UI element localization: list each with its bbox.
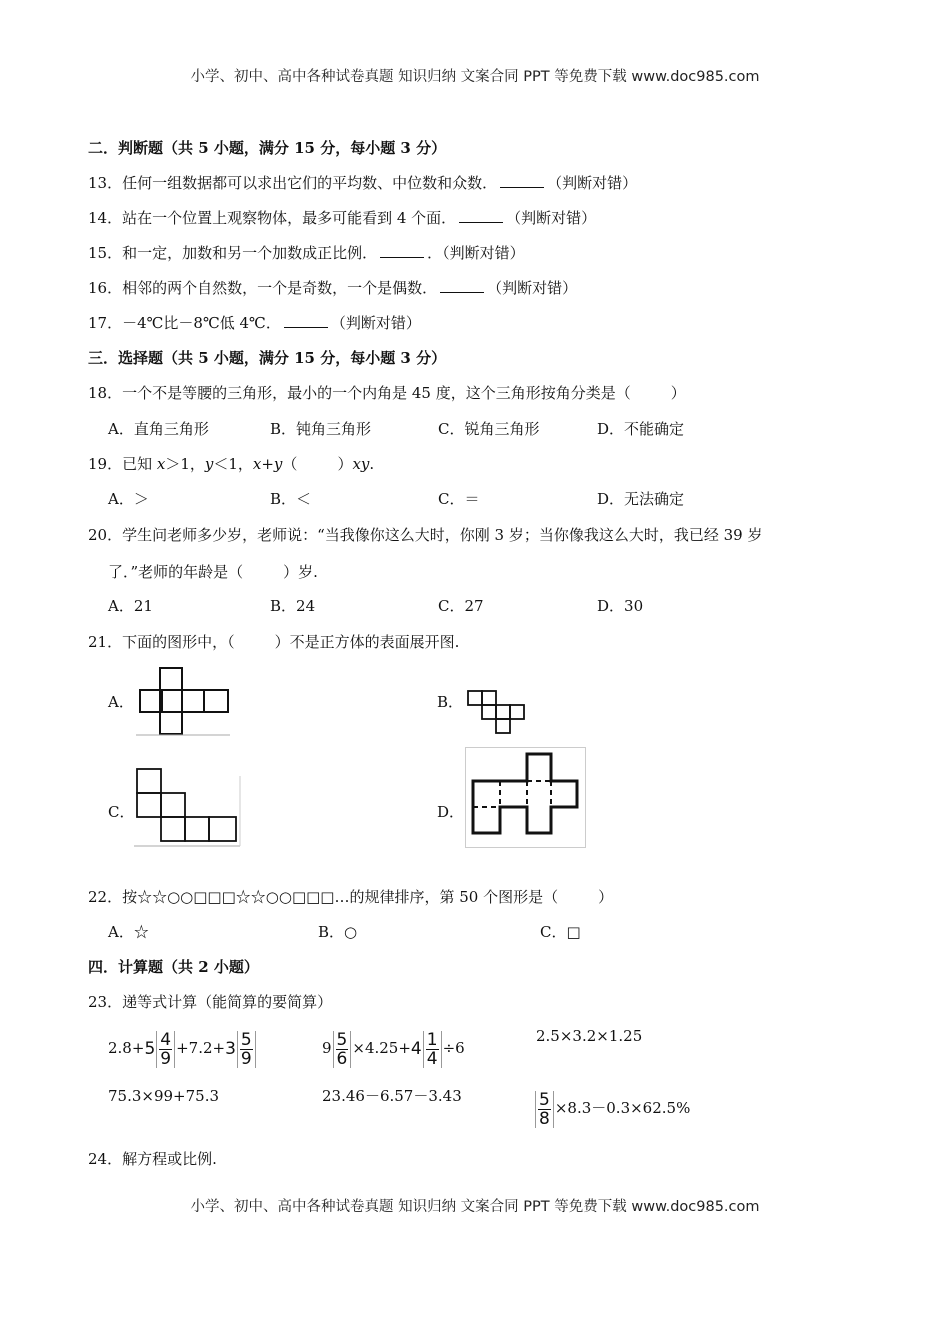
q18-option-c[interactable]: C．锐角三角形 — [438, 420, 540, 438]
q21-text-2: ）不是正方体的表面展开图. — [274, 633, 460, 651]
q18-option-a[interactable]: A．直角三角形 — [108, 420, 209, 438]
q23-e6-fraction — [535, 1091, 554, 1128]
question-24: 24．解方程或比例. — [88, 1150, 217, 1168]
q23-e2-fraction-1 — [333, 1031, 352, 1068]
q19-var-y: y — [204, 455, 214, 473]
q13-text: 13．任何一组数据都可以求出它们的平均数、中位数和众数． — [88, 174, 498, 192]
question-17 — [88, 312, 421, 334]
q19-sum: x+y — [252, 455, 283, 473]
q23-e1-den-2: 9 — [240, 1048, 252, 1069]
q23-e2-den-1: 6 — [336, 1048, 348, 1069]
q21-option-b[interactable]: B． — [437, 693, 464, 711]
question-13 — [88, 172, 637, 194]
q23-e2-part-1: ×4.25+ — [352, 1039, 411, 1057]
q19-close: ） — [337, 455, 353, 473]
page-footer: 小学、初中、高中各种试卷真题 知识归纳 文案合同 PPT 等免费下载 www.doc985.com — [190, 1199, 760, 1215]
q23-e2-den-2: 4 — [426, 1048, 438, 1069]
q19-product: xy — [352, 455, 370, 473]
q19-cond-2: ＜1， — [213, 455, 253, 473]
q23-expr-5: 23.46－6.57－3.43 — [322, 1087, 462, 1105]
q20-line-2b: ）岁. — [283, 563, 318, 581]
q18-option-d[interactable]: D．不能确定 — [597, 420, 685, 438]
q23-e2-num-2: 1 — [426, 1029, 438, 1050]
q23-e1-den-1: 9 — [160, 1048, 172, 1069]
section-4-title: 四．计算题（共 2 小题） — [88, 958, 259, 976]
page-header: 小学、初中、高中各种试卷真题 知识归纳 文案合同 PPT 等免费下载 www.doc985.com — [190, 69, 760, 85]
q13-blank[interactable] — [500, 173, 544, 188]
q15-blank[interactable] — [380, 243, 424, 258]
q17-text: 17．－4℃比－8℃低 4℃． — [88, 314, 281, 332]
q13-tail: （判断对错） — [547, 174, 638, 192]
section-2-title: 二．判断题（共 5 小题，满分 15 分，每小题 3 分） — [88, 139, 447, 157]
q23-expr-2 — [322, 1028, 465, 1069]
q14-tail: （判断对错） — [506, 209, 597, 227]
q23-e2-whole-2: 4 — [410, 1039, 422, 1059]
q23-e1-whole-2: 3 — [225, 1039, 236, 1059]
question-14 — [88, 207, 596, 229]
question-22 — [88, 886, 613, 908]
q23-e2-fraction-2 — [423, 1031, 442, 1068]
q21-net-c — [134, 766, 242, 850]
q15-tail: ．（判断对错） — [427, 244, 525, 262]
question-21 — [88, 631, 459, 653]
q22-option-c[interactable]: C．□ — [540, 923, 581, 941]
q23-expr-1 — [108, 1028, 257, 1069]
q15-text: 15．和一定，加数和另一个加数成正比例． — [88, 244, 378, 262]
q21-net-d — [465, 747, 587, 849]
q20-option-b[interactable]: B．24 — [270, 597, 316, 615]
question-18 — [88, 382, 686, 404]
q16-blank[interactable] — [440, 278, 484, 293]
q18-option-b[interactable]: B．钝角三角形 — [270, 420, 372, 438]
section-3-title: 三．选择题（共 5 小题，满分 15 分，每小题 3 分） — [88, 349, 447, 367]
q16-tail: （判断对错） — [487, 279, 578, 297]
q20-line-2 — [108, 561, 318, 583]
q21-net-a — [136, 664, 232, 736]
question-15 — [88, 242, 525, 264]
q21-net-b — [464, 688, 528, 736]
q23-expr-3: 2.5×3.2×1.25 — [536, 1027, 643, 1045]
q19-option-b[interactable]: B．＜ — [270, 490, 312, 508]
q17-tail: （判断对错） — [330, 314, 421, 332]
q22-text: 22．按☆☆○○□□□☆☆○○□□□…的规律排序，第 50 个图形是（ — [88, 888, 559, 906]
q21-option-a[interactable]: A． — [108, 693, 134, 711]
q21-option-c[interactable]: C． — [108, 803, 135, 821]
q23-e2-num-1: 5 — [336, 1029, 348, 1050]
q20-line-2a: 了．”老师的年龄是（ — [108, 563, 244, 581]
q20-option-a[interactable]: A．21 — [108, 597, 153, 615]
q23-e6-rest: ×8.3－0.3×62.5% — [554, 1099, 691, 1117]
q23-e2-part-2: ÷6 — [442, 1039, 465, 1057]
q23-e1-part-1: 2.8+ — [108, 1039, 145, 1057]
q23-expr-6 — [534, 1088, 690, 1128]
q19-option-c[interactable]: C．＝ — [438, 490, 480, 508]
q19-end: . — [369, 455, 375, 473]
q19-option-d[interactable]: D．无法确定 — [597, 490, 685, 508]
q21-option-d[interactable]: D． — [437, 803, 465, 821]
q19-cond-1: ＞1， — [165, 455, 205, 473]
q23-e1-fraction-1 — [156, 1031, 175, 1068]
q22-option-b[interactable]: B．○ — [318, 923, 358, 941]
q18-close: ） — [670, 384, 686, 402]
q20-option-c[interactable]: C．27 — [438, 597, 484, 615]
q18-text: 18．一个不是等腰的三角形，最小的一个内角是 45 度，这个三角形按角分类是（ — [88, 384, 631, 402]
q23-expr-4: 75.3×99+75.3 — [108, 1087, 220, 1105]
q19-pre: 19．已知 — [88, 455, 157, 473]
question-19 — [88, 453, 374, 475]
q23-title: 23．递等式计算（能简算的要简算） — [88, 993, 333, 1011]
q14-text: 14．站在一个位置上观察物体，最多可能看到 4 个面． — [88, 209, 457, 227]
q20-option-d[interactable]: D．30 — [597, 597, 644, 615]
q19-open: （ — [282, 455, 298, 473]
q16-text: 16．相邻的两个自然数，一个是奇数，一个是偶数． — [88, 279, 438, 297]
q23-e1-num-2: 5 — [240, 1029, 252, 1050]
q23-e1-num-1: 4 — [160, 1029, 172, 1050]
q22-close: ） — [598, 888, 614, 906]
q20-line-1: 20．学生问老师多少岁，老师说：“当我像你这么大时，你刚 3 岁；当你像我这么大时，我已经 39 岁 — [88, 526, 763, 544]
q19-option-a[interactable]: A．＞ — [108, 490, 149, 508]
q23-e2-whole-1: 9 — [322, 1039, 332, 1057]
q19-var-x: x — [156, 455, 166, 473]
q21-text-1: 21．下面的图形中，（ — [88, 633, 235, 651]
q23-e6-num: 5 — [539, 1089, 550, 1110]
question-16 — [88, 277, 577, 299]
q14-blank[interactable] — [459, 208, 503, 223]
q23-e6-den: 8 — [539, 1108, 550, 1129]
q17-blank[interactable] — [284, 313, 328, 328]
q23-e1-fraction-2 — [237, 1031, 256, 1068]
q22-option-a[interactable]: A．☆ — [108, 923, 149, 941]
q23-e1-whole-1: 5 — [144, 1039, 156, 1059]
q23-e1-part-2: +7.2+ — [176, 1039, 226, 1057]
